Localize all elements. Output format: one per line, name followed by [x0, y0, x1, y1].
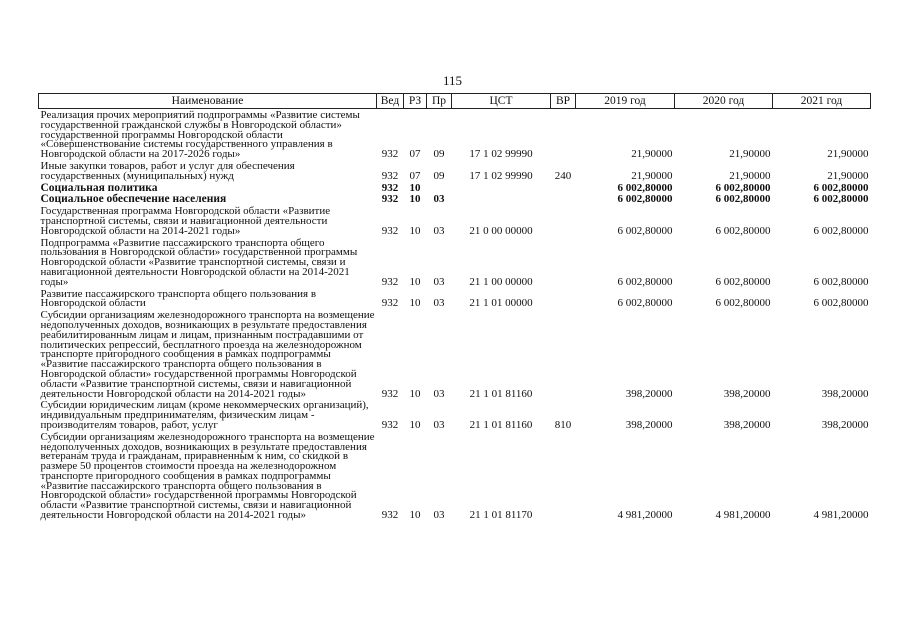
row-value-2020: 4 981,20000 — [715, 509, 771, 522]
row-ved: 932 — [381, 193, 399, 206]
row-cst: 21 1 00 00000 — [469, 275, 533, 288]
row-cst: 21 1 01 81160 — [469, 418, 533, 431]
row-value-2021: 398,20000 — [821, 418, 869, 431]
row-ved: 932 — [381, 418, 399, 431]
row-cst: 17 1 02 99990 — [469, 169, 533, 182]
row-value-2021: 6 002,80000 — [813, 181, 869, 194]
row-ved: 932 — [381, 275, 399, 288]
row-cst: 21 0 00 00000 — [469, 224, 533, 237]
row-vr — [551, 182, 576, 194]
row-vr — [551, 309, 576, 399]
row-value-2019: 398,20000 — [625, 387, 673, 400]
row-pr: 09 — [433, 148, 445, 161]
table-row — [39, 160, 871, 182]
row-pr: 03 — [433, 275, 445, 288]
row-pr: 03 — [433, 387, 445, 400]
col-header-2019: 2019 год — [576, 94, 675, 109]
row-vr — [551, 288, 576, 310]
row-rz: 07 — [409, 148, 421, 161]
row-ved: 932 — [381, 169, 399, 182]
table-row — [39, 193, 871, 205]
row-vr: 240 — [554, 169, 572, 182]
col-header-2020: 2020 год — [675, 94, 773, 109]
row-ved: 932 — [381, 297, 399, 310]
row-rz: 10 — [409, 297, 421, 310]
row-value-2020: 6 002,80000 — [715, 181, 771, 194]
row-value-2019: 6 002,80000 — [617, 181, 673, 194]
row-vr — [551, 431, 576, 521]
col-header-rz: РЗ — [404, 94, 427, 109]
row-name: Социальное обеспечение населения — [40, 193, 227, 206]
row-rz: 10 — [409, 275, 421, 288]
table-row — [39, 182, 871, 194]
row-name: Подпрограмма «Развитие пассажирского транспорта общего пользования в Новгородской области» государственной программы Новгородской области «Развитие транспортной системы, связи и навигационной деятельности Новгородской области на 2014-2021 годы» — [40, 236, 358, 288]
row-value-2021: 4 981,20000 — [813, 509, 869, 522]
row-value-2021: 6 002,80000 — [813, 297, 869, 310]
row-value-2019: 6 002,80000 — [617, 193, 673, 206]
row-name: Развитие пассажирского транспорта общего пользования в Новгородской области — [40, 287, 317, 310]
row-value-2020: 398,20000 — [723, 387, 771, 400]
row-cst: 17 1 02 99990 — [469, 148, 533, 161]
table-body — [39, 109, 871, 521]
table-row — [39, 237, 871, 288]
row-value-2020: 6 002,80000 — [715, 297, 771, 310]
row-ved: 932 — [381, 387, 399, 400]
row-name: Субсидии юридическим лицам (кроме некоммерческих организаций), индивидуальным предпринимателям, физическим лицам - производителям товаров, работ, услуг — [40, 399, 369, 431]
row-rz: 10 — [409, 224, 421, 237]
row-cst: 21 1 01 81170 — [469, 509, 533, 522]
row-rz: 07 — [409, 169, 421, 182]
row-name: Субсидии организациям железнодорожного транспорта на возмещение недополученных доходов, возникающих в результате предоставления реабилитированным лицам и лицам, признанным пострадавшими от политических репрессий, бесплатного проезда на железнодорожном транспорте пригородного сообщения в рамках подпрограммы «Развитие пассажирского транспорта общего пользования в Новгородской области» государственной программы Новгородской области «Развитие транспортной системы, связи и навигационной деятельности Новгородской области на 2014-2021 годы» — [40, 309, 375, 400]
row-value-2020: 6 002,80000 — [715, 224, 771, 237]
col-header-2021: 2021 год — [773, 94, 871, 109]
row-rz: 10 — [409, 418, 421, 431]
row-ved: 932 — [381, 148, 399, 161]
table-row — [39, 109, 871, 160]
row-pr: 03 — [433, 224, 445, 237]
row-value-2019: 6 002,80000 — [617, 297, 673, 310]
table-row — [39, 288, 871, 310]
col-header-ved: Вед — [377, 94, 404, 109]
page-number: 115 — [442, 73, 463, 88]
row-vr: 810 — [554, 418, 572, 431]
row-pr: 03 — [433, 509, 445, 522]
row-rz: 10 — [409, 387, 421, 400]
row-ved: 932 — [381, 509, 399, 522]
row-cst: 21 1 01 81160 — [469, 387, 533, 400]
row-value-2019: 6 002,80000 — [617, 275, 673, 288]
row-name: Субсидии организациям железнодорожного транспорта на возмещение недополученных доходов, возникающих в результате предоставления ветеранам труда и гражданам, приравненным к ним, со скидкой в размере 50 процентов стоимости проезда на железнодорожном транспорте пригородного сообщения в рамках подпрограммы «Развитие пассажирского транспорта общего пользования в Новгородской области» государственной программы Новгородской области «Развитие транспортной системы, связи и навигационной деятельности Новгородской области на 2014-2021 годы» — [40, 430, 375, 522]
row-pr — [427, 182, 452, 194]
row-value-2019: 6 002,80000 — [617, 224, 673, 237]
row-value-2020: 6 002,80000 — [715, 275, 771, 288]
row-name: Реализация прочих мероприятий подпрограммы «Развитие системы государственной гражданской службы в Новгородской области» государственной программы Новгородской области «Совершенствование системы государственного управления в Новгородской области на 2017-2026 годы» — [40, 109, 360, 161]
row-pr: 09 — [433, 169, 445, 182]
row-value-2020: 6 002,80000 — [715, 193, 771, 206]
table-row — [39, 431, 871, 521]
row-rz: 10 — [409, 193, 421, 206]
row-rz: 10 — [409, 181, 421, 194]
row-cst: 21 1 01 00000 — [469, 297, 533, 310]
row-value-2020: 21,90000 — [729, 169, 771, 182]
row-cst — [452, 193, 551, 205]
row-value-2020: 398,20000 — [723, 418, 771, 431]
row-value-2019: 21,90000 — [631, 148, 673, 161]
col-header-pr: Пр — [427, 94, 452, 109]
row-name: Иные закупки товаров, работ и услуг для обеспечения государственных (муниципальных) нужд — [40, 159, 295, 182]
table-row — [39, 205, 871, 236]
row-cst — [452, 182, 551, 194]
row-value-2019: 398,20000 — [625, 418, 673, 431]
row-value-2020: 21,90000 — [729, 148, 771, 161]
row-value-2021: 21,90000 — [827, 169, 869, 182]
col-header-name: Наименование — [39, 94, 377, 109]
col-header-cst: ЦСТ — [452, 94, 551, 109]
row-pr: 03 — [433, 297, 445, 310]
row-value-2021: 6 002,80000 — [813, 275, 869, 288]
row-value-2021: 21,90000 — [827, 148, 869, 161]
row-value-2019: 4 981,20000 — [617, 509, 673, 522]
row-pr: 03 — [433, 193, 445, 206]
row-vr — [551, 205, 576, 236]
row-ved: 932 — [381, 224, 399, 237]
row-pr: 03 — [433, 418, 445, 431]
row-value-2021: 398,20000 — [821, 387, 869, 400]
row-vr — [551, 237, 576, 288]
table-row — [39, 309, 871, 399]
row-name: Государственная программа Новгородской области «Развитие транспортной системы, связи и навигационной деятельности Новгородской области на 2014-2021 годы» — [40, 205, 331, 237]
row-rz: 10 — [409, 509, 421, 522]
row-name: Социальная политика — [40, 181, 158, 194]
row-value-2019: 21,90000 — [631, 169, 673, 182]
row-vr — [551, 193, 576, 205]
row-value-2021: 6 002,80000 — [813, 193, 869, 206]
col-header-vr: ВР — [551, 94, 576, 109]
table-row — [39, 399, 871, 430]
header-row — [39, 94, 871, 109]
row-value-2021: 6 002,80000 — [813, 224, 869, 237]
budget-table — [38, 93, 871, 521]
row-ved: 932 — [381, 181, 399, 194]
row-vr — [551, 109, 576, 160]
